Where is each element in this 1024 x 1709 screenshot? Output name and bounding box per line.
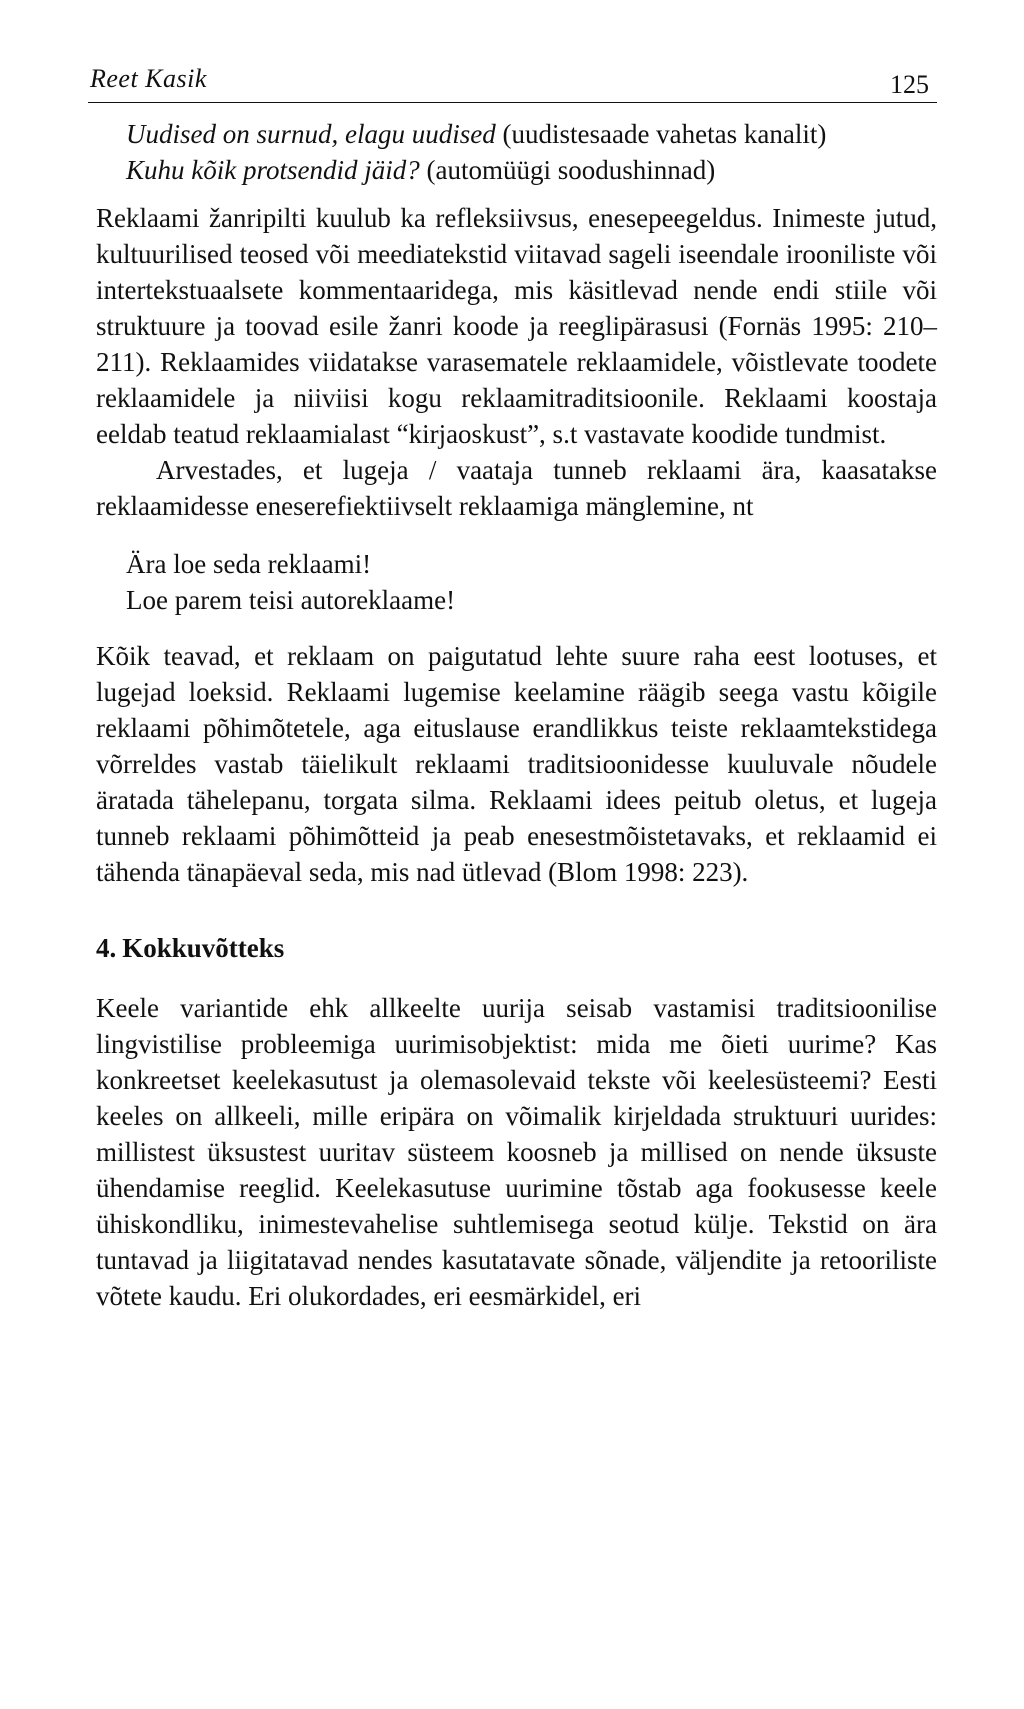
example-note: (uudistesaade vahetas kanalit)	[495, 119, 827, 149]
example-line: Loe parem teisi autoreklaame!	[126, 585, 456, 615]
paragraph: Arvestades, et lugeja / vaataja tunneb reklaami ära, kaasatakse reklaamidesse eneserefiektiivselt reklaamiga mänglemine, nt	[96, 455, 937, 521]
section-number: 4.	[96, 933, 117, 963]
paragraph: Reklaami žanripilti kuulub ka refleksiivsus, enesepeegeldus. Inimeste jutud, kultuurilised teosed või meediatekstid viitavad sageli iseendale irooniliste või intertekstuaalsete kommentaaridega, mis käsitlevad nende endi stiile või struktuure ja toovad esile žanri koode ja reeglipärasusi (Fornäs 1995: 210–211). Reklaamides viidatakse varasematele reklaamidele, võistlevate toodete reklaamidele ja niiviisi kogu reklaamitraditsioonile. Reklaami koostaja eeldab teatud reklaamialast “kirjaoskust”, s.t vastavate koodide tundmist.	[96, 203, 937, 449]
body-text	[96, 112, 937, 1314]
section-heading	[96, 930, 937, 966]
example-line	[96, 152, 937, 188]
example-quote: Kuhu kõik protsendid jäid?	[126, 155, 420, 185]
running-header-author: Reet Kasik	[90, 64, 207, 93]
paragraph: Kõik teavad, et reklaam on paigutatud lehte suure raha eest lootuses, et lugejad loeksid. Reklaami lugemise keelamine räägib seega vastu kõigile reklaami põhimõtetele, aga eituslause erandlikkus teiste reklaamtekstidega võrreldes vastab täielikult reklaami traditsioonidesse kuuluvale nõudele äratada tähelepanu, torgata silma. Reklaami idees peitub oletus, et lugeja tunneb reklaami põhimõtteid ja peab enesestmõistetavaks, et reklaamid ei tähenda tänapäeval seda, mis nad ütlevad (Blom 1998: 223).	[96, 641, 937, 887]
paragraph: Keele variantide ehk allkeelte uurija seisab vastamisi traditsioonilise lingvistilise probleemiga uurimisobjektist: mida me õieti uurime? Kas konkreetset keelekasutust ja olemasolevaid tekste või keelesüsteemi? Eesti keeles on allkeeli, mille eripära on võimalik kirjeldada struktuuri uurides: millistest üksustest uuritav süsteem koosneb ja millised on nende üksuste ühendamise reeglid. Keelekasutuse uurimine tõstab aga fookusesse keele ühiskondliku, inimestevahelise suhtlemisega seotud külje. Tekstid on ära tuntavad ja liigitatavad nendes kasutatavate sõnade, väljendite ja retooriliste võtete kaudu. Eri olukordades, eri eesmärkidel, eri	[96, 993, 937, 1311]
example-line	[96, 116, 937, 152]
example-line: Ära loe seda reklaami!	[126, 549, 372, 579]
running-header	[88, 62, 937, 103]
example-quote: Uudised on surnud, elagu uudised	[126, 119, 496, 149]
page-number: 125	[890, 70, 929, 99]
example-note: (automüügi soodushinnad)	[419, 155, 716, 185]
section-title: Kokkuvõtteks	[122, 933, 285, 963]
